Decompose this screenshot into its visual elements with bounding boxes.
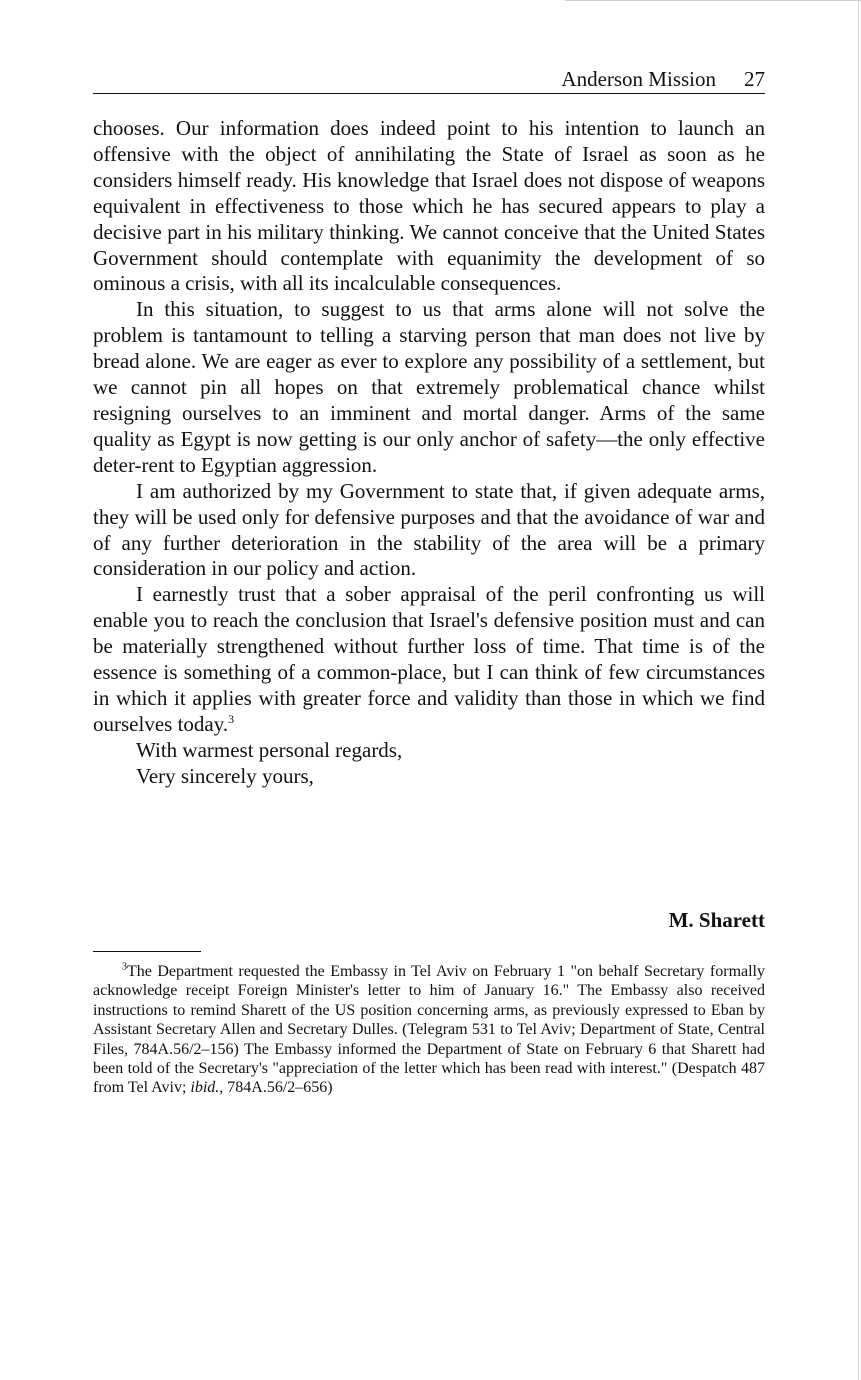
document-page bbox=[93, 0, 765, 1380]
closing-sincerely: Very sincerely yours, bbox=[136, 763, 314, 788]
closing-regards: With warmest personal regards, bbox=[136, 737, 403, 762]
footnote-divider bbox=[93, 951, 201, 952]
paragraph-1: chooses. Our information does indeed point to his intention to launch an offensive with the object of annihilating the State of Israel as soon as he considers himself ready. His knowledge that Israel does not dispose of weapons equivalent in effectiveness to those which he has secured appears to play a decisive part in his military thinking. We cannot conceive that the United States Government should contemplate with equanimity the development of so ominous a crisis, with all its incalculable consequences. bbox=[93, 116, 765, 296]
signature: M. Sharett bbox=[668, 908, 765, 932]
letter-body bbox=[93, 116, 765, 790]
page-right-edge bbox=[858, 0, 859, 1380]
footnote bbox=[93, 962, 765, 1098]
paragraph-4-text: I earnestly trust that a sober appraisal of the peril confronting us will enable you to reach the conclusion that Israel's defensive position must and can be materially strengthened without further loss of time. That time is of the essence is something of a common-place, but I can think of few circumstances in which it applies with greater force and validity than those in which we find ourselves today. bbox=[93, 582, 765, 736]
footnote-reference: 3 bbox=[228, 711, 235, 726]
paragraph-2: In this situation, to suggest to us that arms alone will not solve the problem is tantamount to telling a starving person that man does not live by bread alone. We are eager as ever to explore any possibility of a settlement, but we cannot pin all hopes on that extremely problematical chance whilst resigning ourselves to an imminent and mortal danger. Arms of the same quality as Egypt is now getting is our only anchor of safety—the only effective deter-rent to Egyptian aggression. bbox=[93, 297, 765, 477]
paragraph-3: I am authorized by my Government to state that, if given adequate arms, they will be used only for defensive purposes and that the avoidance of war and of any further deterioration in the stability of the area will be a primary consideration in our policy and action. bbox=[93, 478, 765, 581]
footnote-ibid: ibid. bbox=[190, 1079, 220, 1097]
footnote-text: The Department requested the Embassy in Tel Aviv on February 1 "on behalf Secretary formally acknowledge receipt Foreign Minister's letter to him of January 16." The Embassy also received instructions to remind Sharett of the US position concerning arms, as previously expressed to Eban by Assistant Secretary Allen and Secretary Dulles. (Telegram 531 to Tel Aviv; Department of State, Central Files, 784A.56/2–156) The Embassy informed the Department of State on February 6 that Sharett had been told of the Secretary's "appreciation of the letter which has been read with interest." (Despatch 487 from Tel Aviv; bbox=[93, 963, 765, 1097]
running-head-title: Anderson Mission bbox=[561, 67, 716, 91]
running-head bbox=[93, 66, 765, 94]
page-number: 27 bbox=[744, 67, 765, 91]
footnote-marker: 3 bbox=[122, 961, 127, 973]
paragraph-4 bbox=[93, 582, 765, 737]
footnote-text-end: , 784A.56/2–656) bbox=[219, 1079, 333, 1097]
